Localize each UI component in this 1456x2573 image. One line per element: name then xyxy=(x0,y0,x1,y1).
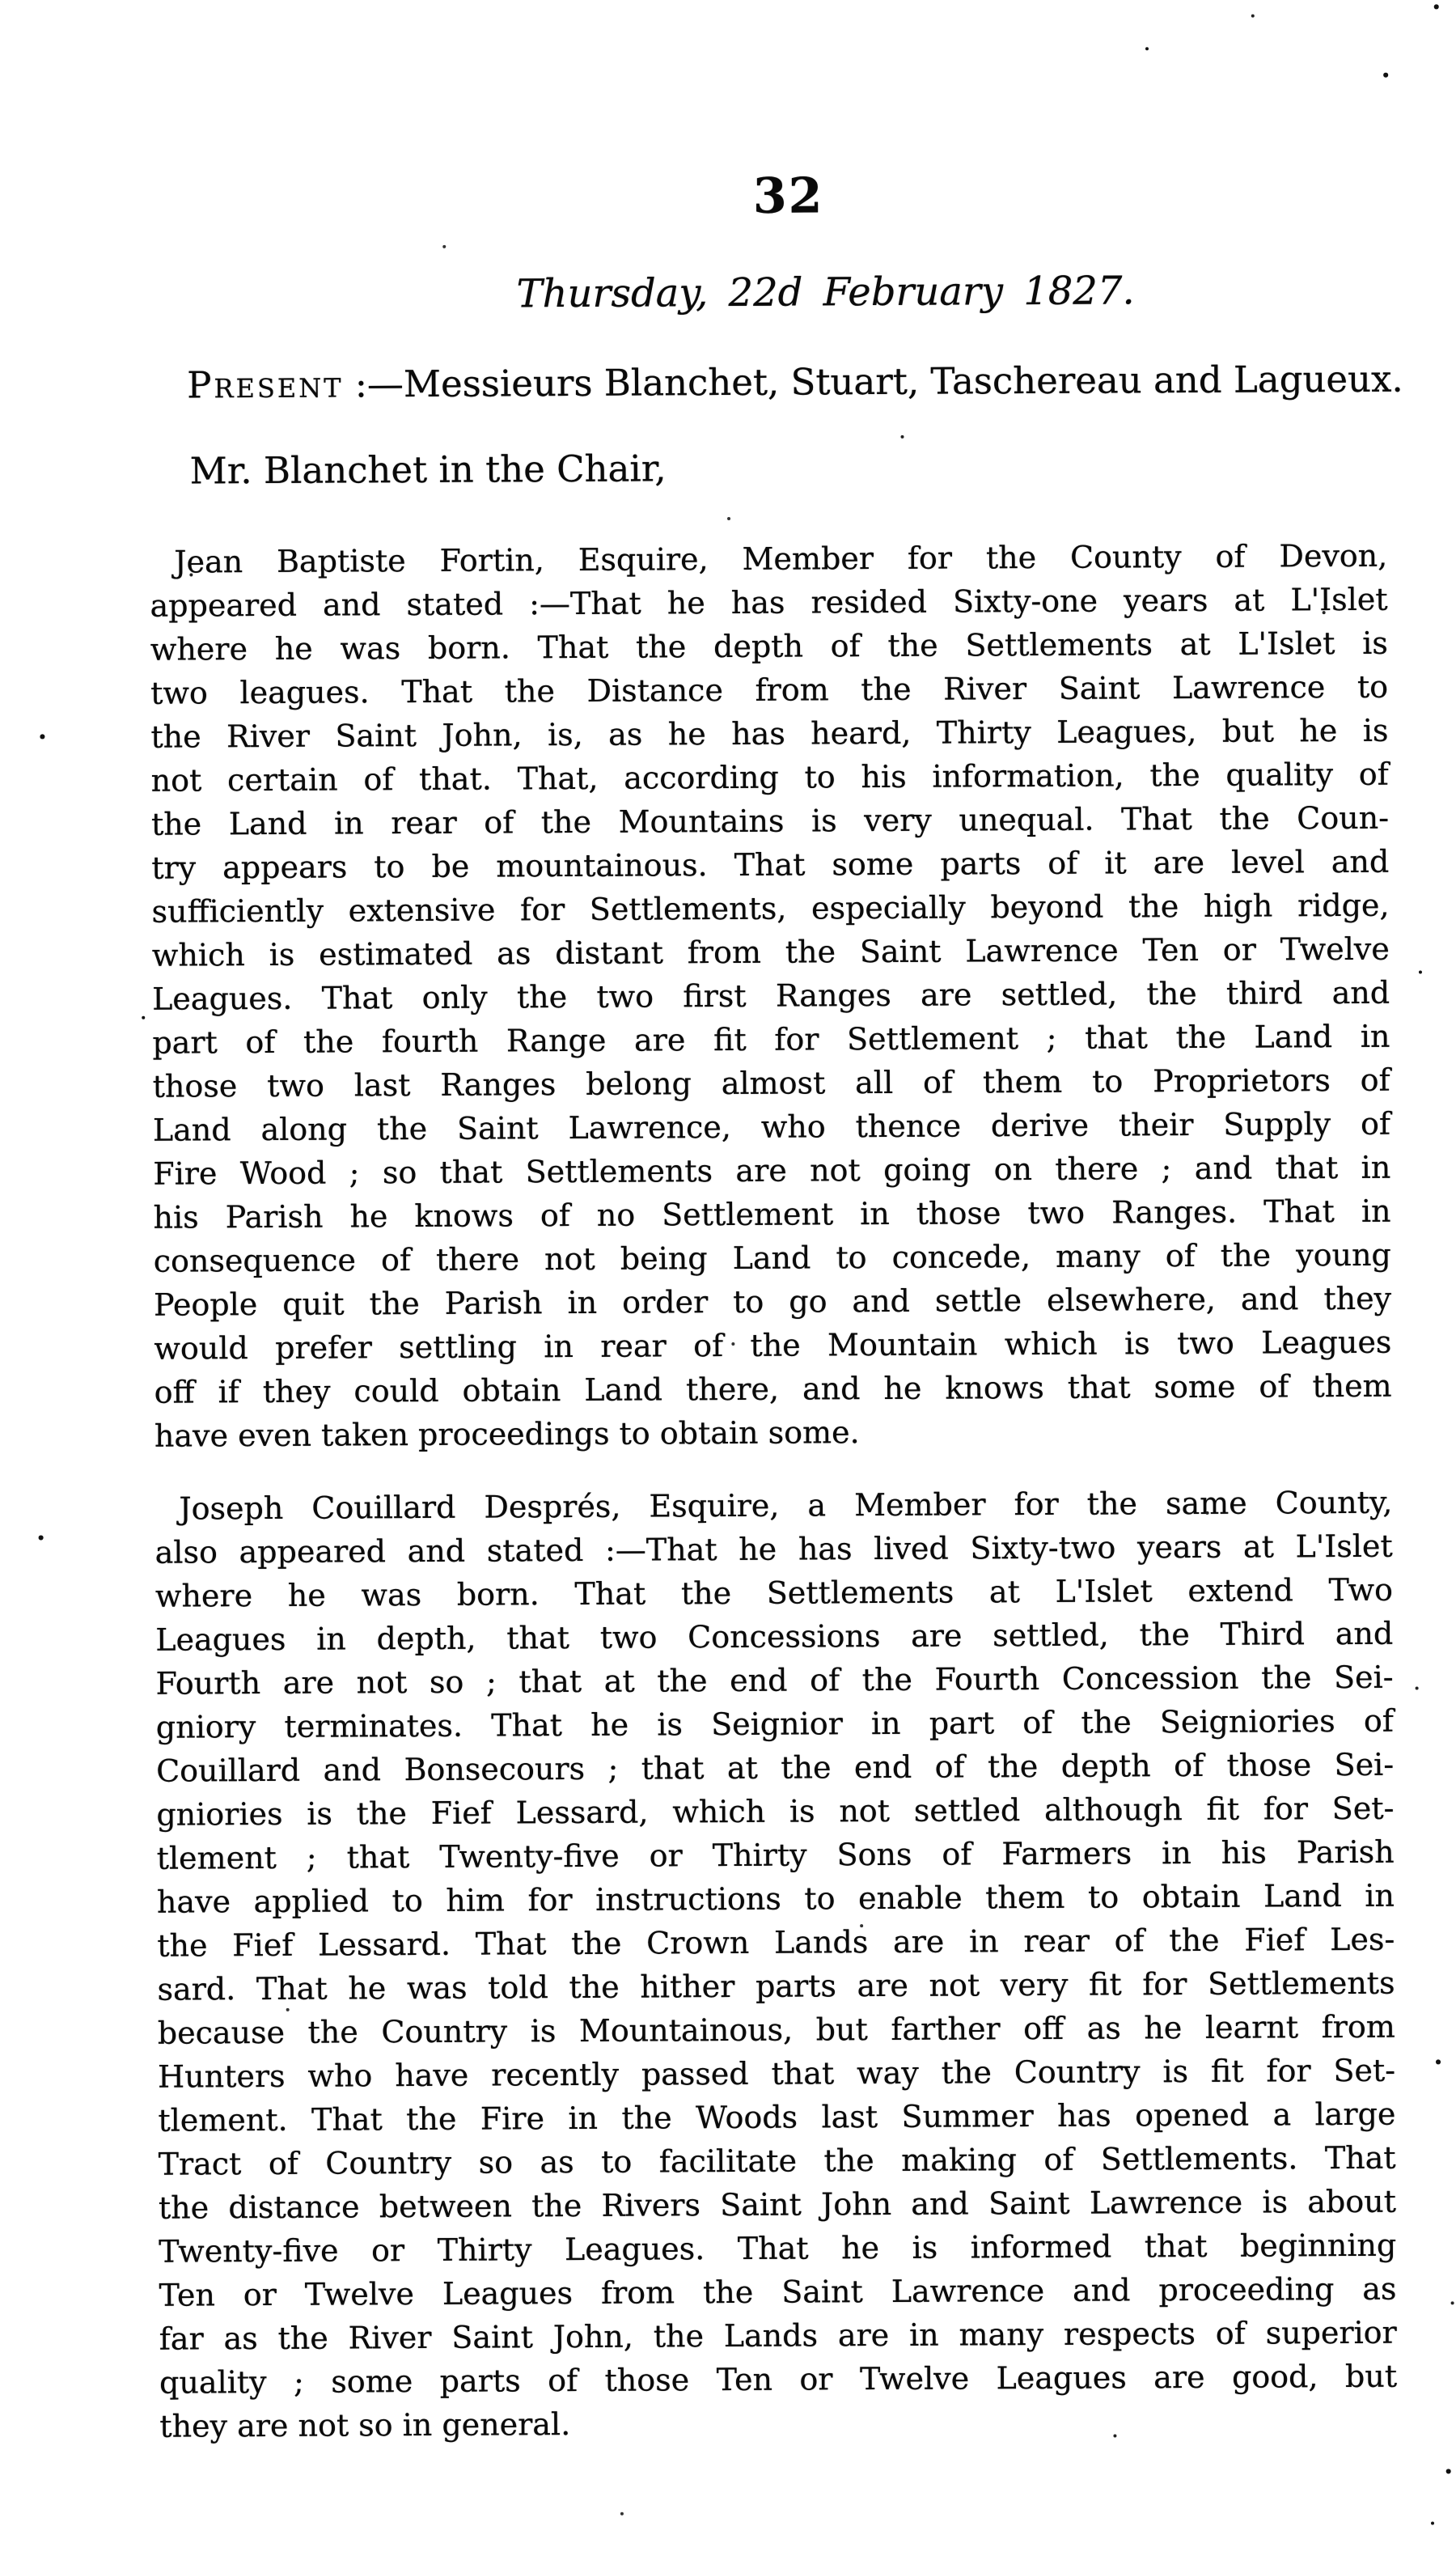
testimony-paragraph-fortin xyxy=(150,534,1392,1458)
text-line: Leagues. That only the two first Ranges are settled, the third and xyxy=(152,974,1390,1017)
text-line: Tract of Country so as to facilitate the making of Settlements. That xyxy=(158,2139,1396,2182)
text-line: sard. That he was told the hither parts are not very fit for Settlements xyxy=(157,1965,1395,2007)
text-line: they are not so in general. xyxy=(159,2406,571,2444)
text-line: gniories is the Fief Lessard, which is not settled although fit for Set- xyxy=(156,1790,1395,1833)
chairman-line: Mr. Blanchet in the Chair, xyxy=(189,447,667,493)
text-line: Fire Wood ; so that Settlements are not going on there ; and that in xyxy=(153,1149,1391,1192)
text-line: try appears to be mountainous. That some parts of it are level and xyxy=(151,843,1390,886)
text-line: the Land in rear of the Mountains is very unequal. That the Coun- xyxy=(150,799,1390,842)
text-line: his Parish he knows of no Settlement in those two Ranges. That in xyxy=(153,1193,1391,1236)
text-line: Land along the Saint Lawrence, who thence derive their Supply of xyxy=(152,1105,1391,1148)
text-line: consequence of there not being Land to concede, many of the young xyxy=(153,1236,1391,1279)
text-line: appeared and stated :—That he has resided Sixty-one years at L'Islet xyxy=(150,581,1388,624)
text-line: Fourth are not so ; that at the end of the Fourth Concession the Sei- xyxy=(155,1659,1394,1702)
text-line: those two last Ranges belong almost all of them to Proprietors of xyxy=(152,1062,1390,1104)
text-line: tlement. That the Fire in the Woods last Summer has opened a large xyxy=(158,2096,1396,2139)
session-dateline: Thursday, 22d February 1827. xyxy=(516,268,1135,317)
text-line: where he was born. That the depth of the Settlements at L'Islet is xyxy=(150,625,1388,668)
text-line: tlement ; that Twenty-five or Thirty Sons of Farmers in his Parish xyxy=(156,1833,1395,1876)
text-line: sufficiently extensive for Settlements, especially beyond the high ridge, xyxy=(151,887,1390,930)
text-line: which is estimated as distant from the Saint Lawrence Ten or Twelve xyxy=(151,930,1390,973)
text-line: the Fief Lessard. That the Crown Lands are in rear of the Fief Les- xyxy=(157,1921,1395,1964)
text-line: Joseph Couillard Després, Esquire, a Member for the same County, xyxy=(179,1484,1393,1527)
text-line: Jean Baptiste Fortin, Esquire, Member for the County of Devon, xyxy=(174,537,1388,580)
text-line: the River Saint John, is, as he has heard, Thirty Leagues, but he is xyxy=(150,712,1389,755)
text-line: Couillard and Bonsecours ; that at the end of the depth of those Sei- xyxy=(156,1746,1395,1789)
testimony-paragraph-despres xyxy=(154,1481,1397,2448)
text-line: People quit the Parish in order to go and settle elsewhere, and they xyxy=(153,1280,1392,1323)
text-line: part of the fourth Range are fit for Settlement ; that the Land in xyxy=(152,1018,1390,1061)
text-line: have even taken proceedings to obtain some. xyxy=(154,1414,860,1454)
present-members-text: :—Messieurs Blanchet, Stuart, Taschereau and Lagueux. xyxy=(343,357,1403,406)
page-number: 32 xyxy=(752,167,824,225)
text-line: Ten or Twelve Leagues from the Saint Lawrence and proceeding as xyxy=(159,2270,1397,2313)
text-line: Twenty-five or Thirty Leagues. That he is informed that beginning xyxy=(159,2227,1397,2270)
text-line: off if they could obtain Land there, and he knows that some of them xyxy=(154,1367,1392,1410)
text-line: have applied to him for instructions to enable them to obtain Land in xyxy=(156,1877,1395,1920)
text-line: gniory terminates. That he is Seignior in part of the Seigniories of xyxy=(155,1702,1394,1745)
text-line: because the Country is Mountainous, but farther off as he learnt from xyxy=(157,2008,1395,2051)
present-line xyxy=(187,358,1403,407)
text-line: quality ; some parts of those Ten or Twelve Leagues are good, but xyxy=(159,2358,1398,2401)
text-line: would prefer settling in rear of the Mountain which is two Leagues xyxy=(154,1324,1392,1367)
text-line: two leagues. That the Distance from the River Saint Lawrence to xyxy=(150,668,1389,711)
text-line: Hunters who have recently passed that way the Country is fit for Set- xyxy=(157,2052,1396,2095)
text-line: the distance between the Rivers Saint John and Saint Lawrence is about xyxy=(158,2183,1397,2226)
text-line: also appeared and stated :—That he has lived Sixty-two years at L'Islet xyxy=(154,1528,1393,1571)
text-line: Leagues in depth, that two Concessions are settled, the Third and xyxy=(155,1615,1394,1658)
text-line: far as the River Saint John, the Lands are in many respects of superior xyxy=(159,2314,1397,2357)
present-label: Present xyxy=(187,362,344,407)
text-line: not certain of that. That, according to his information, the quality of xyxy=(150,756,1389,799)
text-line: where he was born. That the Settlements at L'Islet extend Two xyxy=(154,1571,1394,1614)
